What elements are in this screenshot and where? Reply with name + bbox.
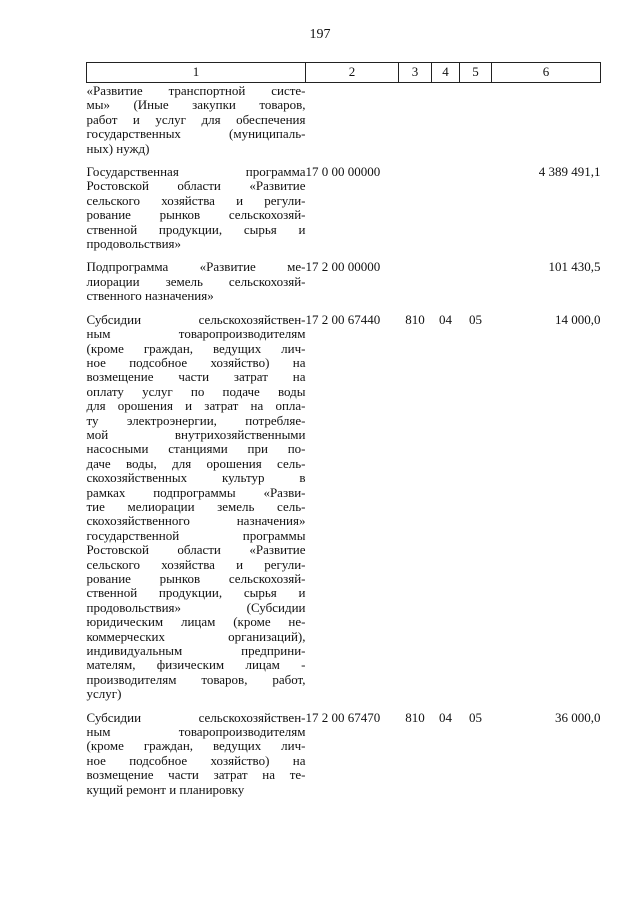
header-cell: 3 — [399, 63, 432, 83]
description-line: продовольствия» (Субсидии — [86, 599, 306, 615]
row-description — [87, 257, 306, 309]
description-line: ным товаропроизводителям — [86, 724, 306, 740]
description-line: рование рынков сельскохозяй- — [86, 571, 306, 586]
description-line: ным товаропроизводителям — [86, 326, 306, 342]
description-line: даче воды, для орошения сель- — [86, 455, 306, 471]
description-line: государственных (муниципаль- — [86, 126, 306, 142]
expense-type — [399, 83, 432, 163]
description-line: юридическим лицам (кроме не- — [86, 614, 306, 630]
subsection-code — [460, 162, 492, 257]
subsection-code: 05 — [469, 709, 482, 725]
target-code — [306, 83, 399, 163]
description-line: работ и услуг для обеспечения — [86, 111, 306, 127]
description-line: насосными станциями при по- — [86, 441, 306, 457]
amount: 101 430,5 — [548, 259, 601, 275]
description-line: ное подсобное хозяйство) на — [86, 354, 306, 370]
table-row — [87, 257, 601, 309]
amount: 14 000,0 — [555, 311, 601, 327]
description-line: услуг) — [86, 686, 122, 702]
table-row — [87, 83, 601, 163]
expense-type: 810 — [405, 311, 425, 327]
description-line: тие мелиорации земель сель- — [86, 498, 306, 514]
header-cell: 4 — [432, 63, 460, 83]
budget-table — [86, 62, 601, 803]
target-code: 17 2 00 00000 — [305, 259, 381, 275]
description-line: «Развитие транспортной систе- — [86, 83, 306, 98]
description-line: Ростовской области «Развитие — [86, 178, 306, 194]
table-row — [87, 310, 601, 708]
amount: 36 000,0 — [555, 709, 601, 725]
description-line: коммерческих организаций), — [86, 628, 306, 644]
amount — [492, 83, 601, 163]
description-line: лиорации земель сельскохозяй- — [86, 273, 306, 289]
description-line: возмещение части затрат на те- — [86, 767, 306, 783]
description-line: рамках подпрограммы «Разви- — [86, 484, 306, 500]
table-row — [87, 162, 601, 257]
description-line: ных) нужд) — [86, 140, 150, 156]
target-code: 17 2 00 67470 — [305, 709, 381, 725]
section-code — [432, 162, 460, 257]
description-line: рование рынков сельскохозяй- — [86, 207, 306, 223]
description-line: возмещение части затрат на — [86, 369, 306, 385]
section-code — [432, 83, 460, 163]
row-description — [87, 162, 306, 257]
table-row — [87, 708, 601, 803]
header-cell: 1 — [87, 63, 306, 83]
description-line: ту электроэнергии, потребляе- — [86, 412, 306, 428]
row-description — [87, 708, 306, 803]
section-code — [432, 257, 460, 309]
description-line: сельского хозяйства и регули- — [86, 556, 306, 572]
row-description — [87, 83, 306, 163]
description-line: скохозяйственного назначения» — [86, 513, 306, 529]
description-line: Государственная программа — [86, 164, 306, 180]
expense-type — [399, 257, 432, 309]
amount: 4 389 491,1 — [538, 164, 601, 180]
description-line: ственного назначения» — [86, 288, 214, 304]
subsection-code: 05 — [469, 311, 482, 327]
description-line: мой внутрихозяйственными — [86, 426, 306, 442]
header-cell: 5 — [460, 63, 492, 83]
description-line: Субсидии сельскохозяйствен- — [86, 311, 306, 327]
description-line: (кроме граждан, ведущих лич- — [86, 340, 306, 356]
description-line: (кроме граждан, ведущих лич- — [86, 738, 306, 754]
page-number: 197 — [309, 27, 331, 42]
description-line: скохозяйственных культур в — [86, 470, 306, 486]
description-line: кущий ремонт и планировку — [86, 781, 245, 797]
expense-type: 810 — [405, 709, 425, 725]
section-code: 04 — [439, 709, 452, 725]
header-cell: 6 — [492, 63, 601, 83]
target-code: 17 0 00 00000 — [305, 164, 381, 180]
description-line: ственной продукции, сырья и — [86, 585, 306, 601]
description-line: индивидуальным предприни- — [86, 643, 306, 659]
description-line: для орошения и затрат на опла- — [86, 398, 306, 414]
description-line: Подпрограмма «Развитие ме- — [86, 259, 306, 275]
description-line: продовольствия» — [86, 236, 182, 252]
header-cell: 2 — [306, 63, 399, 83]
row-description — [87, 310, 306, 708]
description-line: мы» (Иные закупки товаров, — [86, 97, 306, 113]
description-line: государственной программы — [86, 527, 306, 543]
expense-type — [399, 162, 432, 257]
description-line: ное подсобное хозяйство) на — [86, 752, 306, 768]
subsection-code — [460, 257, 492, 309]
description-line: Субсидии сельскохозяйствен- — [86, 709, 306, 725]
description-line: сельского хозяйства и регули- — [86, 192, 306, 208]
header-row — [87, 63, 601, 83]
description-line: Ростовской области «Развитие — [86, 542, 306, 558]
target-code: 17 2 00 67440 — [305, 311, 381, 327]
description-line: ственной продукции, сырья и — [86, 221, 306, 237]
description-line: мателям, физическим лицам - — [86, 657, 306, 673]
subsection-code — [460, 83, 492, 163]
description-line: производителям товаров, работ, — [86, 671, 306, 687]
section-code: 04 — [439, 311, 452, 327]
description-line: оплату услуг по подаче воды — [86, 383, 306, 399]
